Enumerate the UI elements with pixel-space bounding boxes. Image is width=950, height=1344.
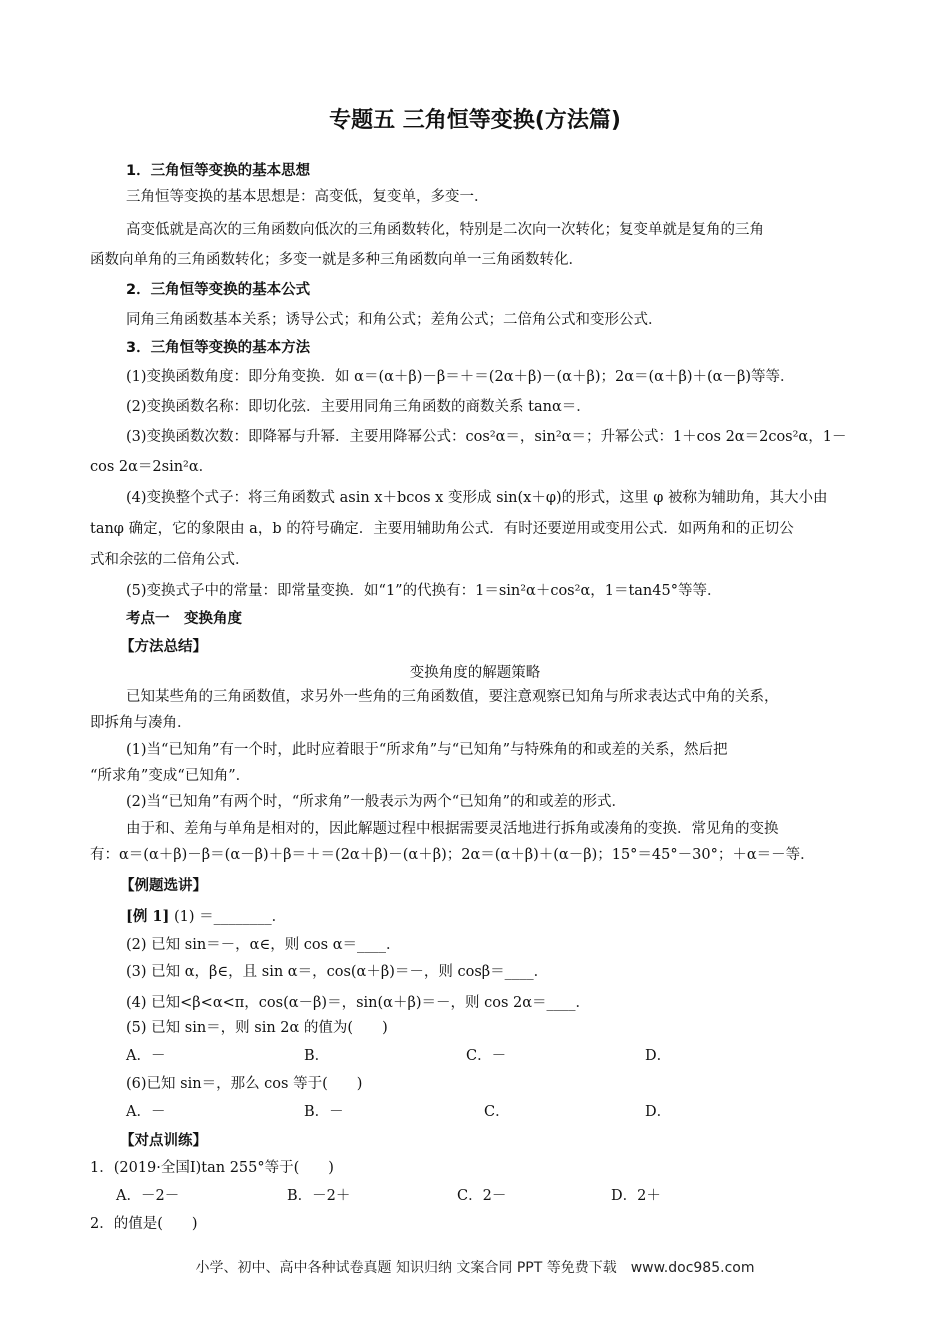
strategy-paragraph: 由于和、差角与单角是相对的，因此解题过程中根据需要灵活地进行拆角或凑角的变换．常见角的变换 — [126, 821, 779, 837]
example-tag: [例 1] — [126, 908, 170, 925]
method-line: cos 2α＝2sin²α． — [90, 459, 214, 475]
example-3: (3) 已知 α，β∈，且 sin α＝，cos(α＋β)＝－，则 cosβ＝____． — [126, 964, 549, 980]
method-line: 式和余弦的二倍角公式． — [90, 552, 250, 568]
page-title: 专题五 三角恒等变换(方法篇) — [329, 108, 621, 133]
strategy-title: 变换角度的解题策略 — [409, 665, 541, 681]
strategy-paragraph: (2)当“已知角”有两个时，“所求角”一般表示为两个“已知角”的和或差的形式． — [126, 794, 627, 810]
training-question-1: 1．(2019·全国Ⅰ)tan 255°等于( ) — [90, 1160, 334, 1176]
section-1-paragraph: 高变低就是高次的三角函数向低次的三角函数转化，特别是二次向一次转化；复变单就是复角的三角 — [126, 222, 764, 238]
strategy-paragraph: 有：α＝(α＋β)－β＝(α－β)＋β＝＋＝(2α＋β)－(α＋β)；2α＝(α＋β)＋(α－β)；15°＝45°－30°；＋α＝－等． — [90, 847, 815, 863]
training-label: 【对点训练】 — [120, 1133, 207, 1149]
training-question-2: 2．的值是( ) — [90, 1216, 198, 1232]
section-3-heading: 3．三角恒等变换的基本方法 — [126, 340, 311, 356]
example-6-option-c: C． — [484, 1104, 510, 1120]
example-6-option-d: D． — [645, 1104, 672, 1120]
training-q1-option-c: C．2－ — [457, 1188, 507, 1204]
method-line: (4)变换整个式子：将三角函数式 asin x＋bcos x 变形成 sin(x＋φ)的形式，这里 φ 被称为辅助角，其大小由 — [126, 490, 828, 506]
method-line: (1)变换函数角度：即分角变换．如 α＝(α＋β)－β＝＋＝(2α＋β)－(α＋β)；2α＝(α＋β)＋(α－β)等等． — [126, 369, 795, 385]
strategy-paragraph: (1)当“已知角”有一个时，此时应着眼于“所求角”与“已知角”与特殊角的和或差的关系，然后把 — [126, 742, 728, 758]
topic-1-heading: 考点一 变换角度 — [126, 611, 242, 627]
example-2: (2) 已知 sin＝－，α∈，则 cos α＝____． — [126, 937, 401, 953]
example-5-option-b: B． — [304, 1048, 330, 1064]
strategy-paragraph: “所求角”变成“已知角”． — [90, 768, 251, 784]
strategy-paragraph: 即拆角与凑角． — [90, 715, 192, 731]
example-text: (1) ＝________． — [169, 909, 287, 925]
section-2-heading: 2．三角恒等变换的基本公式 — [126, 282, 311, 298]
example-4: (4) 已知<β<α<π，cos(α－β)＝，sin(α＋β)＝－，则 cos 2α＝____． — [126, 995, 591, 1011]
method-line: tanφ 确定，它的象限由 a，b 的符号确定．主要用辅助角公式．有时还要逆用或变用公式．如两角和的正切公 — [90, 521, 794, 537]
strategy-paragraph: 已知某些角的三角函数值，求另外一些角的三角函数值，要注意观察已知角与所求表达式中角的关系， — [126, 689, 779, 705]
method-line: (3)变换函数次数：即降幂与升幂．主要用降幂公式：cos²α＝，sin²α＝；升幂公式：1＋cos 2α＝2cos²α，1－ — [126, 429, 847, 445]
section-1-paragraph: 函数向单角的三角函数转化；多变一就是多种三角函数向单一三角函数转化． — [90, 252, 583, 268]
example-5-option-c: C．－ — [466, 1048, 507, 1064]
example-5-option-d: D． — [645, 1048, 672, 1064]
example-1 — [126, 908, 870, 926]
method-line: (2)变换函数名称：即切化弦．主要用同角三角函数的商数关系 tanα＝． — [126, 399, 591, 415]
footer-promo-text: 小学、初中、高中各种试卷真题 知识归纳 文案合同 PPT 等免费下载 www.doc985.com — [195, 1260, 755, 1276]
example-6-option-b: B．－ — [304, 1104, 344, 1120]
example-6: (6)已知 sin＝，那么 cos 等于( ) — [126, 1076, 363, 1092]
example-5-option-a: A．－ — [126, 1048, 166, 1064]
training-q1-option-d: D．2＋ — [611, 1188, 661, 1204]
section-2-paragraph: 同角三角函数基本关系；诱导公式；和角公式；差角公式；二倍角公式和变形公式． — [126, 312, 663, 328]
training-q1-option-a: A．－2－ — [116, 1188, 180, 1204]
training-q1-option-b: B．－2＋ — [287, 1188, 351, 1204]
section-1-heading: 1．三角恒等变换的基本思想 — [126, 163, 311, 179]
example-5: (5) 已知 sin＝，则 sin 2α 的值为( ) — [126, 1020, 388, 1036]
section-1-paragraph: 三角恒等变换的基本思想是：高变低，复变单，多变一． — [126, 189, 489, 205]
method-line: (5)变换式子中的常量：即常量变换．如“1”的代换有：1＝sin²α＋cos²α，1＝tan45°等等． — [126, 583, 722, 599]
method-summary-label: 【方法总结】 — [120, 639, 207, 655]
example-6-option-a: A．－ — [126, 1104, 166, 1120]
examples-label: 【例题选讲】 — [120, 878, 207, 894]
